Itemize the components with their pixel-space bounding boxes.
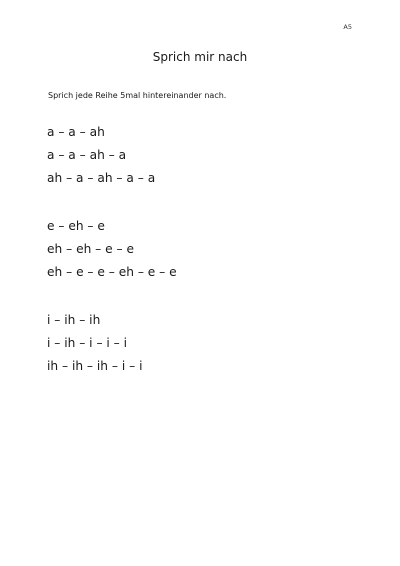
syllable-line: ah – a – ah – a – a [47, 171, 156, 185]
syllable-line: a – a – ah [47, 125, 105, 139]
syllable-line: eh – e – e – eh – e – e [47, 265, 177, 279]
syllable-line: ih – ih – ih – i – i [47, 359, 143, 373]
syllable-line: i – ih – i – i – i [47, 336, 128, 350]
syllable-line: a – a – ah – a [47, 148, 127, 162]
syllable-group-a [47, 124, 155, 193]
page-code: A5 [343, 23, 352, 31]
syllable-line: e – eh – e [47, 219, 105, 233]
syllable-group-e [47, 218, 177, 287]
syllable-line: eh – eh – e – e [47, 242, 134, 256]
page-title: Sprich mir nach [152, 50, 248, 64]
syllable-group-i [47, 312, 142, 381]
syllable-line: i – ih – ih [47, 313, 101, 327]
instruction-text: Sprich jede Reihe 5mal hintereinander nach. [48, 91, 227, 100]
